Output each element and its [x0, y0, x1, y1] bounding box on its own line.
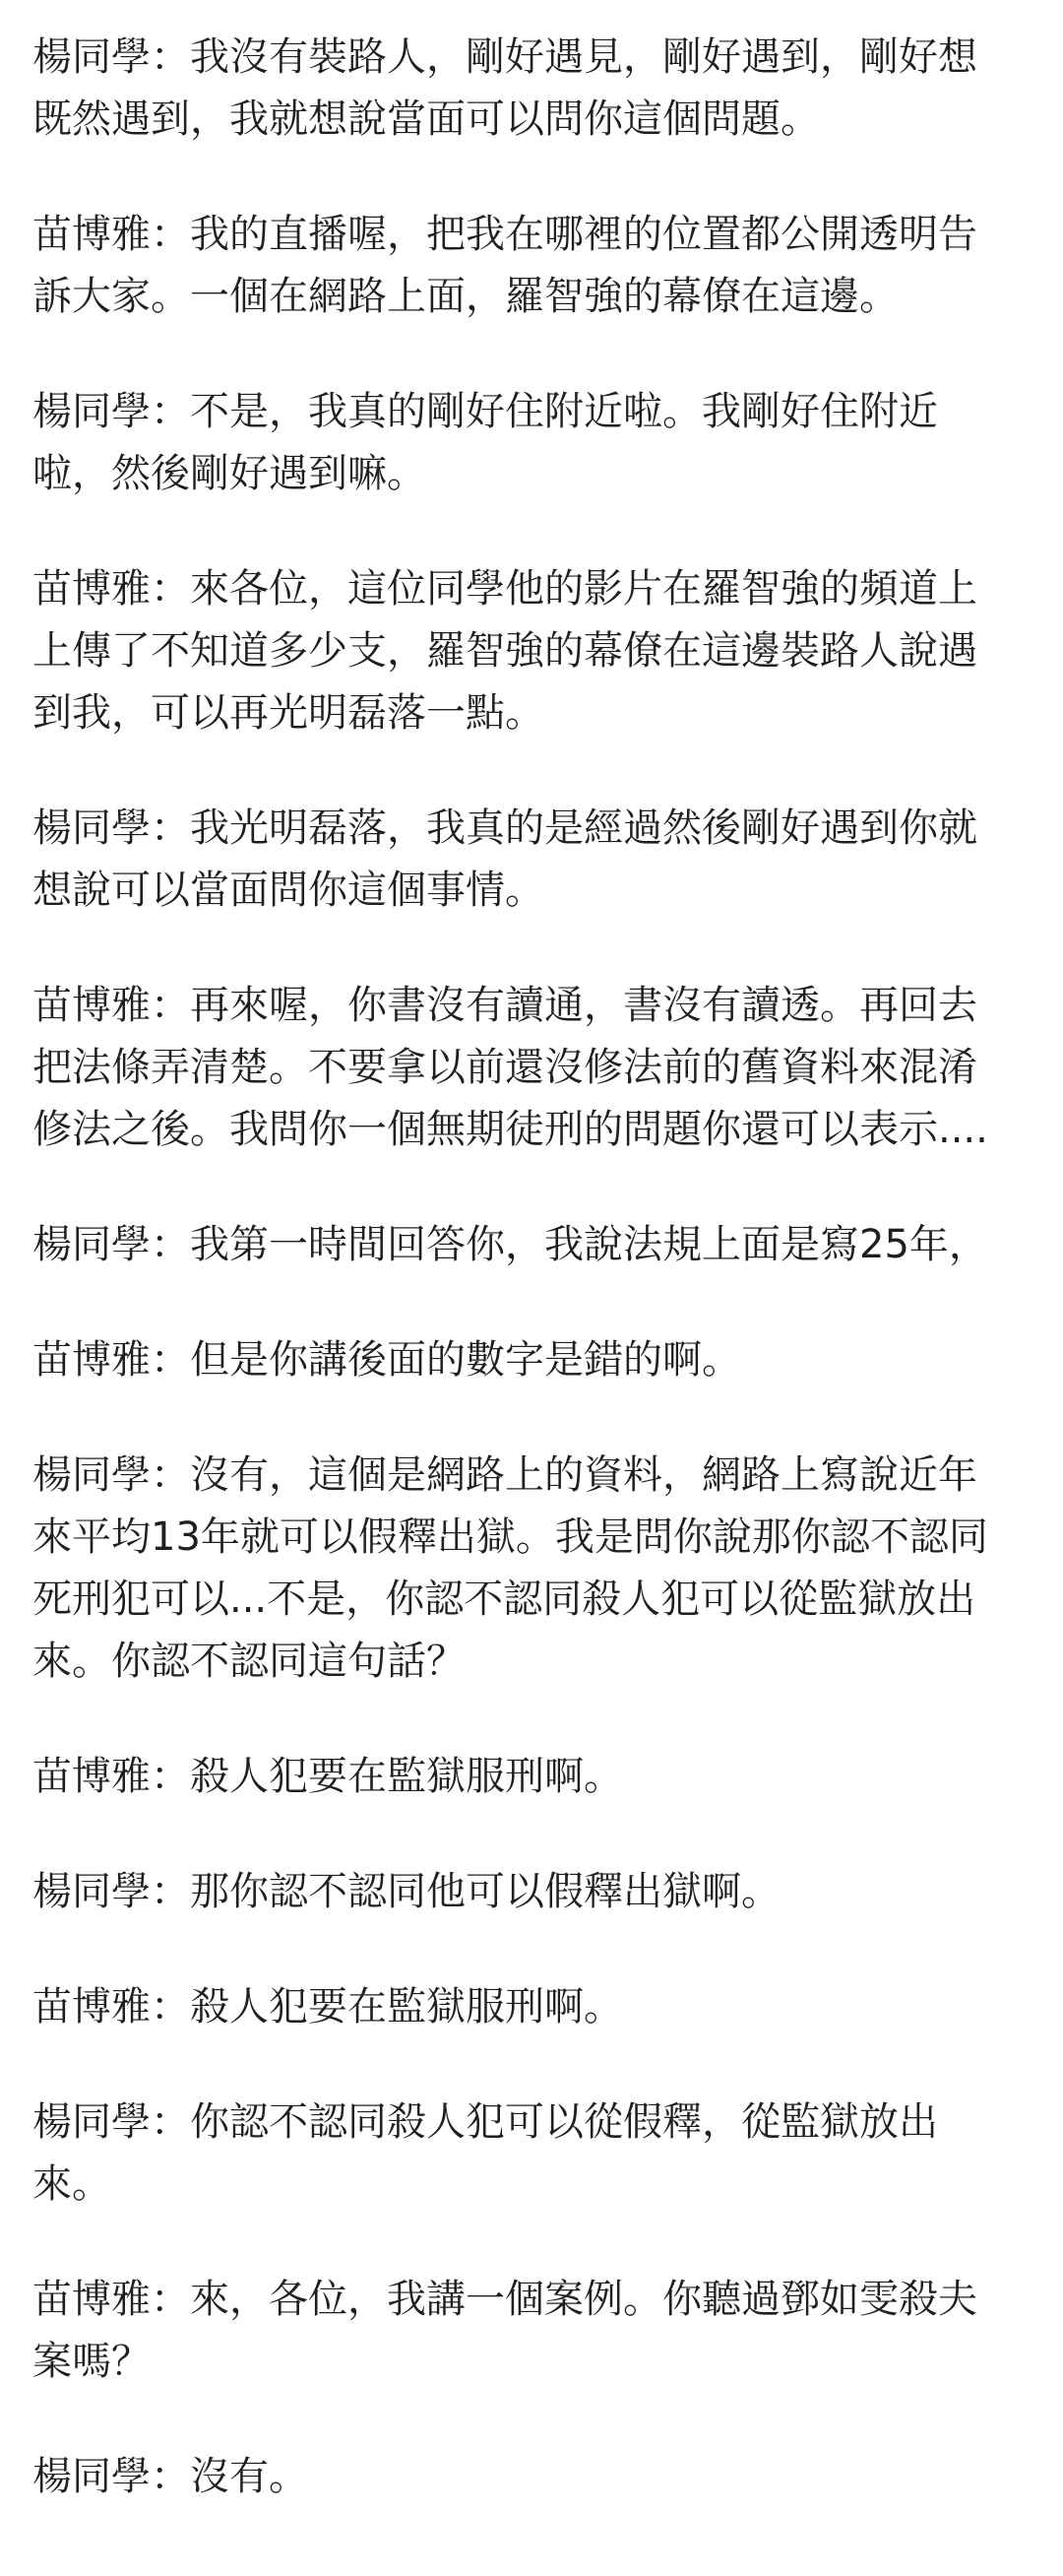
transcript-paragraph	[32, 27, 1036, 151]
text-line: 案嗎？	[32, 2339, 151, 2384]
text-line: 苗博雅：殺人犯要在監獄服刑啊。	[32, 1754, 623, 1799]
text-line: 上傳了不知道多少支，羅智強的幕僚在這邊裝路人說遇	[32, 628, 977, 674]
transcript-paragraph	[32, 2446, 1036, 2508]
text-line: 楊同學：我光明磊落，我真的是經過然後剛好遇到你就	[32, 805, 977, 851]
transcript-paragraph	[32, 558, 1036, 744]
text-line: 楊同學：沒有。	[32, 2454, 308, 2499]
text-line: 楊同學：不是，我真的剛好住附近啦。我剛好住附近	[32, 389, 938, 434]
text-line: 苗博雅：來各位，這位同學他的影片在羅智強的頻道上	[32, 566, 977, 612]
text-line: 訴大家。一個在網路上面，羅智強的幕僚在這邊。	[32, 274, 899, 319]
text-line: 到我，可以再光明磊落一點。	[32, 690, 544, 736]
transcript-paragraph	[32, 1214, 1036, 1276]
text-line: 苗博雅：來，各位，我講一個案例。你聽過鄧如雯殺夫	[32, 2277, 977, 2322]
text-line: 苗博雅：殺人犯要在監獄服刑啊。	[32, 1984, 623, 2029]
text-line: 啦，然後剛好遇到嘛。	[32, 451, 426, 496]
transcript-paragraph	[32, 2092, 1036, 2216]
transcript-paragraph	[32, 1746, 1036, 1808]
text-line: 既然遇到，我就想說當面可以問你這個問題。	[32, 97, 820, 142]
text-line: 想說可以當面問你這個事情。	[32, 868, 544, 913]
text-line: 修法之後。我問你一個無期徒刑的問題你還可以表示....	[32, 1107, 988, 1152]
text-line: 苗博雅：但是你講後面的數字是錯的啊。	[32, 1337, 741, 1383]
transcript-paragraph	[32, 2269, 1036, 2393]
transcript-text	[32, 27, 1036, 2508]
text-line: 楊同學：你認不認同殺人犯可以從假釋，從監獄放出	[32, 2099, 938, 2145]
text-line: 死刑犯可以...不是，你認不認同殺人犯可以從監獄放出	[32, 1577, 976, 1622]
transcript-paragraph	[32, 798, 1036, 922]
text-line: 楊同學：沒有，這個是網路上的資料，網路上寫說近年	[32, 1452, 977, 1498]
transcript-paragraph	[32, 1861, 1036, 1923]
text-line: 楊同學：那你認不認同他可以假釋出獄啊。	[32, 1869, 781, 1914]
text-line: 苗博雅：我的直播喔，把我在哪裡的位置都公開透明告	[32, 212, 977, 257]
transcript-paragraph	[32, 204, 1036, 328]
transcript-paragraph	[32, 1445, 1036, 1693]
text-line: 楊同學：我第一時間回答你，我說法規上面是寫25年，	[32, 1222, 988, 1267]
transcript-paragraph	[32, 1329, 1036, 1391]
text-line: 楊同學：我沒有裝路人，剛好遇見，剛好遇到，剛好想	[32, 34, 977, 80]
text-line: 來。	[32, 2161, 111, 2207]
text-line: 把法條弄清楚。不要拿以前還沒修法前的舊資料來混淆	[32, 1045, 977, 1090]
text-line: 苗博雅：再來喔，你書沒有讀通，書沒有讀透。再回去	[32, 983, 977, 1028]
transcript-paragraph	[32, 975, 1036, 1161]
transcript-paragraph	[32, 1976, 1036, 2038]
text-line: 來平均13年就可以假釋出獄。我是問你說那你認不認同	[32, 1514, 988, 1560]
text-line: 來。你認不認同這句話？	[32, 1639, 466, 1684]
transcript-paragraph	[32, 381, 1036, 505]
